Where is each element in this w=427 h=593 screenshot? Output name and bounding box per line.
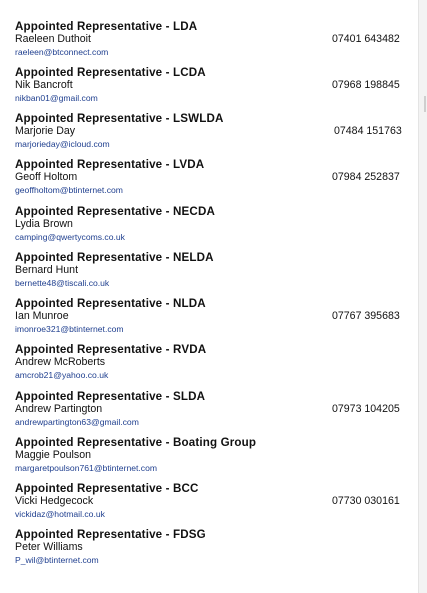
contact-entry-nlda xyxy=(15,297,410,337)
contact-email-link[interactable]: amcrob21@yahoo.co.uk xyxy=(15,370,109,380)
contact-email-link[interactable]: imonroe321@btinternet.com xyxy=(15,324,124,334)
role-heading: Appointed Representative - SLDA xyxy=(15,390,206,403)
scrollbar-track[interactable] xyxy=(418,0,427,593)
contact-entry-boating-group xyxy=(15,436,410,476)
role-heading: Appointed Representative - LCDA xyxy=(15,66,206,79)
role-heading: Appointed Representative - NELDA xyxy=(15,251,214,264)
contact-email-link[interactable]: nikban01@gmail.com xyxy=(15,93,98,103)
role-heading: Appointed Representative - LSWLDA xyxy=(15,112,224,125)
contact-phone: 07973 104205 xyxy=(332,403,400,415)
role-heading: Appointed Representative - BCC xyxy=(15,482,199,495)
role-heading: Appointed Representative - LVDA xyxy=(15,158,205,171)
contact-entry-lswlda xyxy=(15,112,410,152)
scrollbar-thumb[interactable] xyxy=(424,96,426,112)
role-heading: Appointed Representative - NECDA xyxy=(15,205,215,218)
contact-phone: 07968 198845 xyxy=(332,79,400,91)
contact-email-link[interactable]: marjorieday@icloud.com xyxy=(15,139,110,149)
contact-name: Lydia Brown xyxy=(15,218,73,230)
contact-phone: 07401 643482 xyxy=(332,33,400,45)
role-heading: Appointed Representative - NLDA xyxy=(15,297,206,310)
contact-name: Andrew McRoberts xyxy=(15,356,106,368)
role-heading: Appointed Representative - RVDA xyxy=(15,343,207,356)
contact-email-link[interactable]: bernette48@tiscali.co.uk xyxy=(15,278,110,288)
contact-email-link[interactable]: vickidaz@hotmail.co.uk xyxy=(15,509,105,519)
contact-entry-lda xyxy=(15,20,410,60)
role-heading: Appointed Representative - Boating Group xyxy=(15,436,257,449)
contact-email-link[interactable]: geoffholtom@btinternet.com xyxy=(15,185,123,195)
contact-name: Vicki Hedgecock xyxy=(15,495,94,507)
contact-email-link[interactable]: camping@qwertycoms.co.uk xyxy=(15,232,125,242)
contact-name: Marjorie Day xyxy=(15,125,76,137)
contact-phone: 07984 252837 xyxy=(332,171,400,183)
contact-email-link[interactable]: margaretpoulson761@btinternet.com xyxy=(15,463,158,473)
contact-name: Andrew Partington xyxy=(15,403,103,415)
contact-email-link[interactable]: raeleen@btconnect.com xyxy=(15,47,109,57)
contact-name: Ian Munroe xyxy=(15,310,69,322)
role-heading: Appointed Representative - FDSG xyxy=(15,528,206,541)
role-heading: Appointed Representative - LDA xyxy=(15,20,198,33)
contact-name: Nik Bancroft xyxy=(15,79,73,91)
contact-email-link[interactable]: andrewpartington63@gmail.com xyxy=(15,417,139,427)
contact-entry-lcda xyxy=(15,66,410,106)
contact-name: Bernard Hunt xyxy=(15,264,79,276)
contact-name: Geoff Holtom xyxy=(15,171,78,183)
contact-phone: 07730 030161 xyxy=(332,495,400,507)
contact-entry-bcc xyxy=(15,482,410,522)
contact-entry-nelda xyxy=(15,251,410,291)
contact-phone: 07484 151763 xyxy=(334,125,402,137)
contact-entry-lvda xyxy=(15,158,410,198)
contact-name: Raeleen Duthoit xyxy=(15,33,91,45)
contact-entry-slda xyxy=(15,390,410,430)
contact-phone: 07767 395683 xyxy=(332,310,400,322)
contact-email-link[interactable]: P_wil@btinternet.com xyxy=(15,555,99,565)
contact-entry-rvda xyxy=(15,343,410,383)
contact-entry-necda xyxy=(15,205,410,245)
contact-name: Peter Williams xyxy=(15,541,83,553)
contact-entry-fdsg xyxy=(15,528,410,568)
contact-name: Maggie Poulson xyxy=(15,449,91,461)
